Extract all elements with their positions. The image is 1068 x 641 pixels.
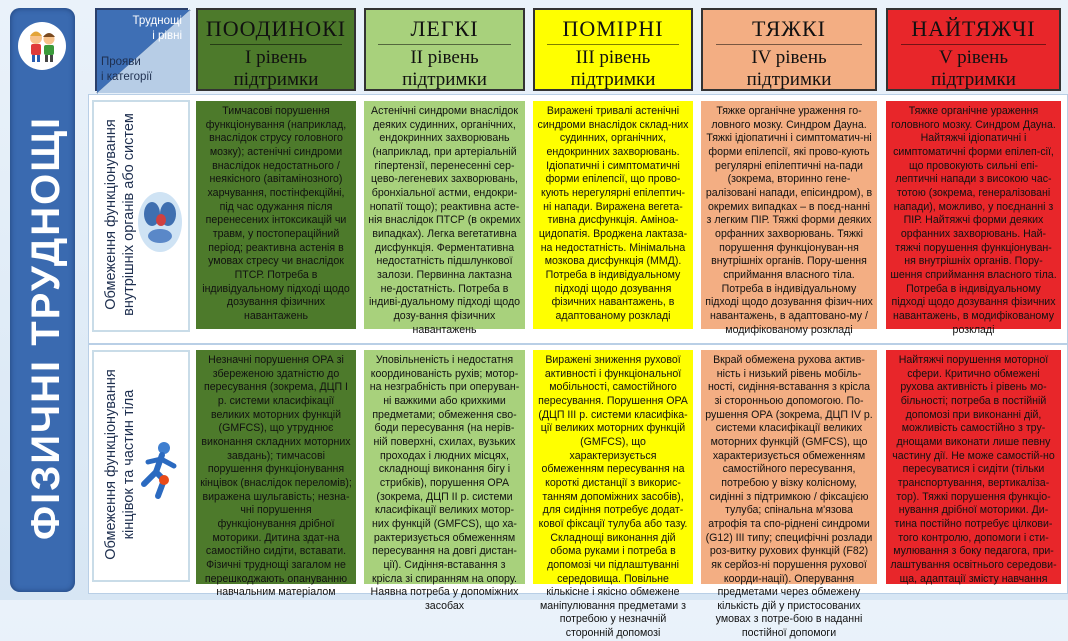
corner-bottom-line2: і категорії (101, 71, 153, 84)
column-header-1 (196, 8, 356, 91)
column-support: підтримки (746, 68, 832, 90)
cell-r2-c4: Вкрай обмежена рухова актив-ність і низький рівень мобіль-ності, сидіння-вставання з крісла зі сторонньою допомогою. По-рушення ОРА (зокрема, ДЦП IV р. системи класифікації великих моторних функцій (GMFCS), що характеризується обмеженням самостійного пересування, потребою у візку колісному, сидінні з підтримкою / фіксацією тулуба; спінальна м'язова атрофія та спо-ріднені синдроми (G12) ІІІ типу; специфічні розлади роз-витку рухових функцій (F82) як серйоз-ні порушення рухової коорди-нації). Опеpування предметами через обмежену кількість дій у пристосованих умовах з потре-бою в наданні постійної допомоги (701, 350, 877, 584)
column-level: І рівень (245, 47, 307, 68)
cell-r2-c2: Уповільненість і недостатня координованість рухів; мотор-на незграбність при опеpуван-ні важкими або крихкими предметами; обмеження сво-боди пересування (на нерів-ній поверхні, схилах, вузьких проходах і людних місцях, складнощі виконання бігу і стрибків), порушення ОРА (зокрема, ДЦП ІІ р. системи класифікації великих мотор-них функцій (GMFCS), що ха-рактеризується обмеженням пересування на довгі дистан-ції). Сидіння-вставання з крісла зі спиранням на опору. Наявна потреба у допоміжних засобах (364, 350, 525, 584)
cell-r1-c4: Тяжке органічне ураження го-ловного мозку. Синдром Дауна. Тяжкі ідіопатичні і симптоматич-ні форми епілепсії, які прово-кують регулярні епілептичні на-пади (зокрема, вторинно гене-ралізовані напади, епісиндром), в окремих випадках – в поєд-нанні з легким ПІР. Тяжкі форми деяких орфанних захворювань. Тяжкі порушення функціонуван-ня внутрішніх органів. Пору-шення сприймання власного тіла. Потреба в індивідуальному підході щодо дозування фізич-них навантажень, в адаптовано-му / модифікованому розкладі (701, 101, 877, 329)
corner-top-line1: Труднощі (132, 15, 182, 27)
row-label-line2: внутрішніх органів або систем (121, 113, 138, 316)
column-level: V рівень (938, 47, 1009, 68)
row-label-text (102, 102, 138, 327)
cell-r1-c3: Виражені тривалі астенічні синдроми внаслідок склад-них судинних, органічних, ендокринних захворювань. Ідіопатичні і симптоматичні форми епілепсії, що прово-кують нерегулярні епілептич-ні напади. Виражена вегета-тивна дисфункція. Аміноа-цидопатія. Вроджена лактаза-на недостатність. Мінімальна мозкова дисфункція (ММД). Потреба в індивідуальному підході щодо дозування фізичних навантажень, в адаптованому розкладі (533, 101, 693, 329)
corner-top-label (133, 14, 183, 44)
corner-bottom-line1: Прояви (101, 56, 141, 69)
cell-r1-c2: Астенічні синдроми внаслідок деяких судинних, органічних, ендокринних захворювань (наприклад, при артеріальній гіпертензії, перенесенні сер-цево-легеневих захворювань, бронхіальної астми, ендокри-нопатії тощо); реактивна асте-нія внаслідок ПТСР (в окремих випадках). Легка вегетативна дисфункція. Ферментативна недостатність підшлункової залози. Первинна лактазна не-достатність. Потреба в індиві-дуальному підході щодо дозу-вання фізичних навантажень (364, 101, 525, 329)
column-level: ІІІ рівень (575, 47, 651, 68)
row-label-text (102, 352, 138, 577)
row-label-line2: кінцівок та частин тіла (121, 389, 138, 540)
column-title: ПОМІРНІ (562, 16, 664, 41)
column-level: IV рівень (751, 47, 827, 68)
column-title: НАЙТЯЖЧІ (911, 16, 1036, 41)
header-corner (95, 8, 188, 91)
column-title: ЛЕГКІ (410, 16, 479, 41)
internal-organs-icon (134, 190, 186, 254)
header-divider (210, 44, 343, 45)
column-header-4 (701, 8, 877, 91)
column-support: підтримки (233, 68, 319, 90)
column-support: підтримки (402, 68, 487, 90)
header-divider (547, 44, 680, 45)
row-label-limbs (92, 350, 190, 582)
running-body-icon (134, 440, 186, 502)
column-support: підтримки (570, 68, 656, 90)
column-header-3 (533, 8, 693, 91)
cell-r2-c3: Виражені зниження рухової активності і функціональної мобільності, самостійного пересування. Порушення ОРА (ДЦП ІІІ р. системи класифіка-ції великих моторних функцій (GMFCS), що характеризується обмеженням пересування на короткі дистанції з викорис-танням допоміжних засобів), для сидіння потребує додат-кової фіксації тулуба або тазу. Складнощі виконання дій обома руками і потреба в допомозі чи підлаштуванні середовища. Повільне кількісне і якісно обмежене маніпулювання предметами з потребою у незначній сторонній допомозі (533, 350, 693, 584)
header-divider (901, 44, 1046, 45)
row-label-line1: Обмеження функціонування (103, 119, 119, 310)
vertical-title: ФІЗИЧНІ ТРУДНОЩІ (24, 115, 68, 540)
row-label-internal-organs (92, 100, 190, 332)
cell-r2-c1: Незначні порушення ОРА зі збереженою здатністю до пересування (зокрема, ДЦП І р. системи класифікації великих моторних функцій (GMFCS), що утруднює виконання складних моторних завдань); тимчасові порушення функціонування кінцівок (внаслідок переломів); виражена шульгавість; незна-чні порушення функціонування дрібної моторики. Дитина здат-на самостійно сидіти, вставати. Фізичні труднощі загалом не перешкоджають опануванню навчальним матеріалом (196, 350, 356, 584)
column-header-2 (364, 8, 525, 91)
cell-r1-c1: Тимчасові порушення функціонування (наприклад, внаслідок струсу головного мозку); астенічні синдроми внаслідок недостатнього / неякісного (авітамінозного) харчування, постінфекційні, під час одужання після перенесених інтоксикацій чи травм, у постопераційний період; реактивна астенія в умовах стресу чи внаслідок ПТСР. Потреба в індивідуальному підході щодо дозування фізичних навантажень (196, 101, 356, 329)
column-header-5 (886, 8, 1061, 91)
cell-r2-c5: Найтяжчі порушення моторної сфери. Критично обмежені рухова активність і рівень мо-більності; потреба в постійній допомозі при виконанні дій, можливість самостійно з тру-днощами виконати лише певну частину дії. Не може самостій-но пересуватися і сидіти (тільки транспортування, вертикаліза-тор). Тяжкі порушення функціо-нування дрібної моторики. Ди-тина постійно потребує цілкови-того контролю, допомоги і сти-мулювання з боку педагога, при-лаштування освітнього середови-ща, адаптації змісту навчання (886, 350, 1061, 584)
corner-bottom-label (101, 55, 152, 85)
cell-r1-c5: Тяжке органічне ураження головного мозку. Синдром Дауна. Найтяжчі ідіопатичні і симптоматичні форми епілеп-сії, що провокують сильні епі-лептичні напади з високою час-тотою (зокрема, генералізовані напади), можливо, у поєднанні з ПІР. Найтяжчі форми деяких орфанних захворювань. Най-тяжчі порушення функціонуван-ня внутрішніх органів. Пору-шення сприймання власного тіла. Потреба в індивідуальному підході щодо дозування фізичних навантажень, в модифікованому розкладі (886, 101, 1061, 329)
row-label-line1: Обмеження функціонування (103, 369, 119, 560)
header-divider (716, 44, 862, 45)
children-logo-icon (18, 22, 66, 70)
column-support: підтримки (931, 68, 1016, 90)
column-title: ТЯЖКІ (752, 16, 826, 41)
column-level: ІІ рівень (410, 47, 479, 68)
header-divider (378, 44, 511, 45)
column-title: ПООДИНОКІ (205, 16, 347, 41)
corner-top-line2: і рівні (152, 29, 182, 42)
